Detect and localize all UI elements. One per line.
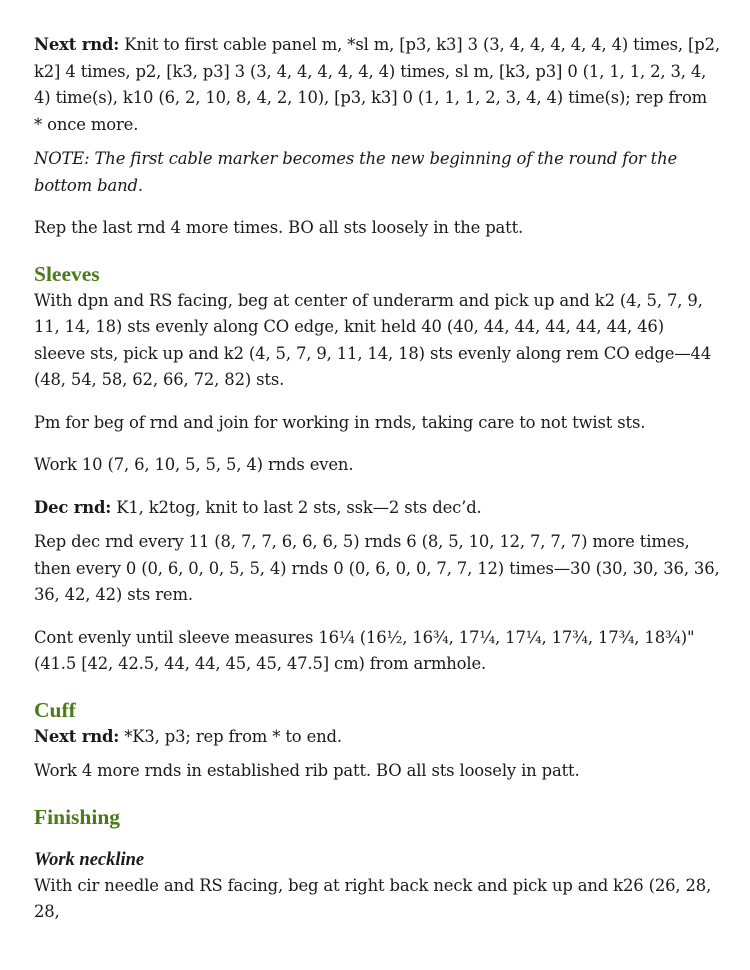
section-heading-cuff: Cuff <box>34 697 76 722</box>
sleeves-work-even-paragraph: Work 10 (7, 6, 10, 5, 5, 5, 4) rnds even. <box>34 455 354 474</box>
cable-marker-note: NOTE: The first cable marker becomes the new beginning of the round for the bottom band. <box>34 149 678 195</box>
section-heading-finishing: Finishing <box>34 804 121 829</box>
next-round-label: Next rnd: <box>34 35 120 54</box>
sleeves-length-paragraph: Cont evenly until sleeve measures 16¼ (16½, 16¾, 17¼, 17¼, 17¾, 17¾, 18¾)" (41.5 [42, 42.5, 44, 44, 45, 45, 47.5] cm) from armhole. <box>34 627 695 673</box>
repeat-last-round: Rep the last rnd 4 more times. BO all sts loosely in the patt. <box>34 218 524 237</box>
decrease-round-text: K1, k2tog, knit to last 2 sts, ssk—2 sts dec’d. <box>116 497 482 517</box>
sleeves-pickup-paragraph: With dpn and RS facing, beg at center of underarm and pick up and k2 (4, 5, 7, 9, 11, 14, 18) sts evenly along CO edge, knit held 40 (40, 44, 44, 44, 44, 44, 46) sleeve sts, pick up and k2 (4, 5, 7, 9, 11, 14, 18) sts evenly along rem CO edge—44 (48, 54, 58, 62, 66, 72, 82) sts. <box>34 290 712 389</box>
next-round-text: Knit to first cable panel m, *sl m, [p3, k3] 3 (3, 4, 4, 4, 4, 4, 4) times, [p2, k2] 4 times, p2, [k3, p3] 3 (3, 4, 4, 4, 4, 4, 4) times, sl m, [k3, p3] 0 (1, 1, 1, 2, 3, 4, 4) time(s), k10 (6, 2, 10, 8, 4, 2, 10), [p3, k3] 0 (1, 1, 1, 2, 3, 4, 4) time(s); rep from * once more. <box>34 35 720 134</box>
cuff-next-round-label: Next rnd: <box>34 726 120 746</box>
decrease-round-label: Dec rnd: <box>34 497 112 517</box>
pattern-page <box>34 32 720 926</box>
section-heading-sleeves: Sleeves <box>34 261 100 286</box>
decrease-round-instruction <box>34 495 720 522</box>
subheading-work-neckline: Work neckline <box>34 849 145 870</box>
sleeves-repeat-decrease-paragraph: Rep dec rnd every 11 (8, 7, 7, 6, 6, 6, 5) rnds 6 (8, 5, 10, 12, 7, 7, 7) more times, then every 0 (0, 6, 0, 0, 5, 5, 4) rnds 0 (0, 6, 0, 0, 7, 7, 12) times—30 (30, 30, 36, 36, 36, 42, 42) sts rem. <box>34 532 720 604</box>
cuff-rib-paragraph: Work 4 more rnds in established rib patt. BO all sts loosely in patt. <box>34 761 580 780</box>
cuff-next-round-instruction <box>34 724 720 751</box>
cuff-next-round-text: *K3, p3; rep from * to end. <box>124 726 342 746</box>
neckline-paragraph: With cir needle and RS facing, beg at right back neck and pick up and k26 (26, 28, 28, <box>34 875 712 921</box>
next-round-instruction <box>34 32 720 138</box>
sleeves-join-paragraph: Pm for beg of rnd and join for working in rnds, taking care to not twist sts. <box>34 412 646 432</box>
